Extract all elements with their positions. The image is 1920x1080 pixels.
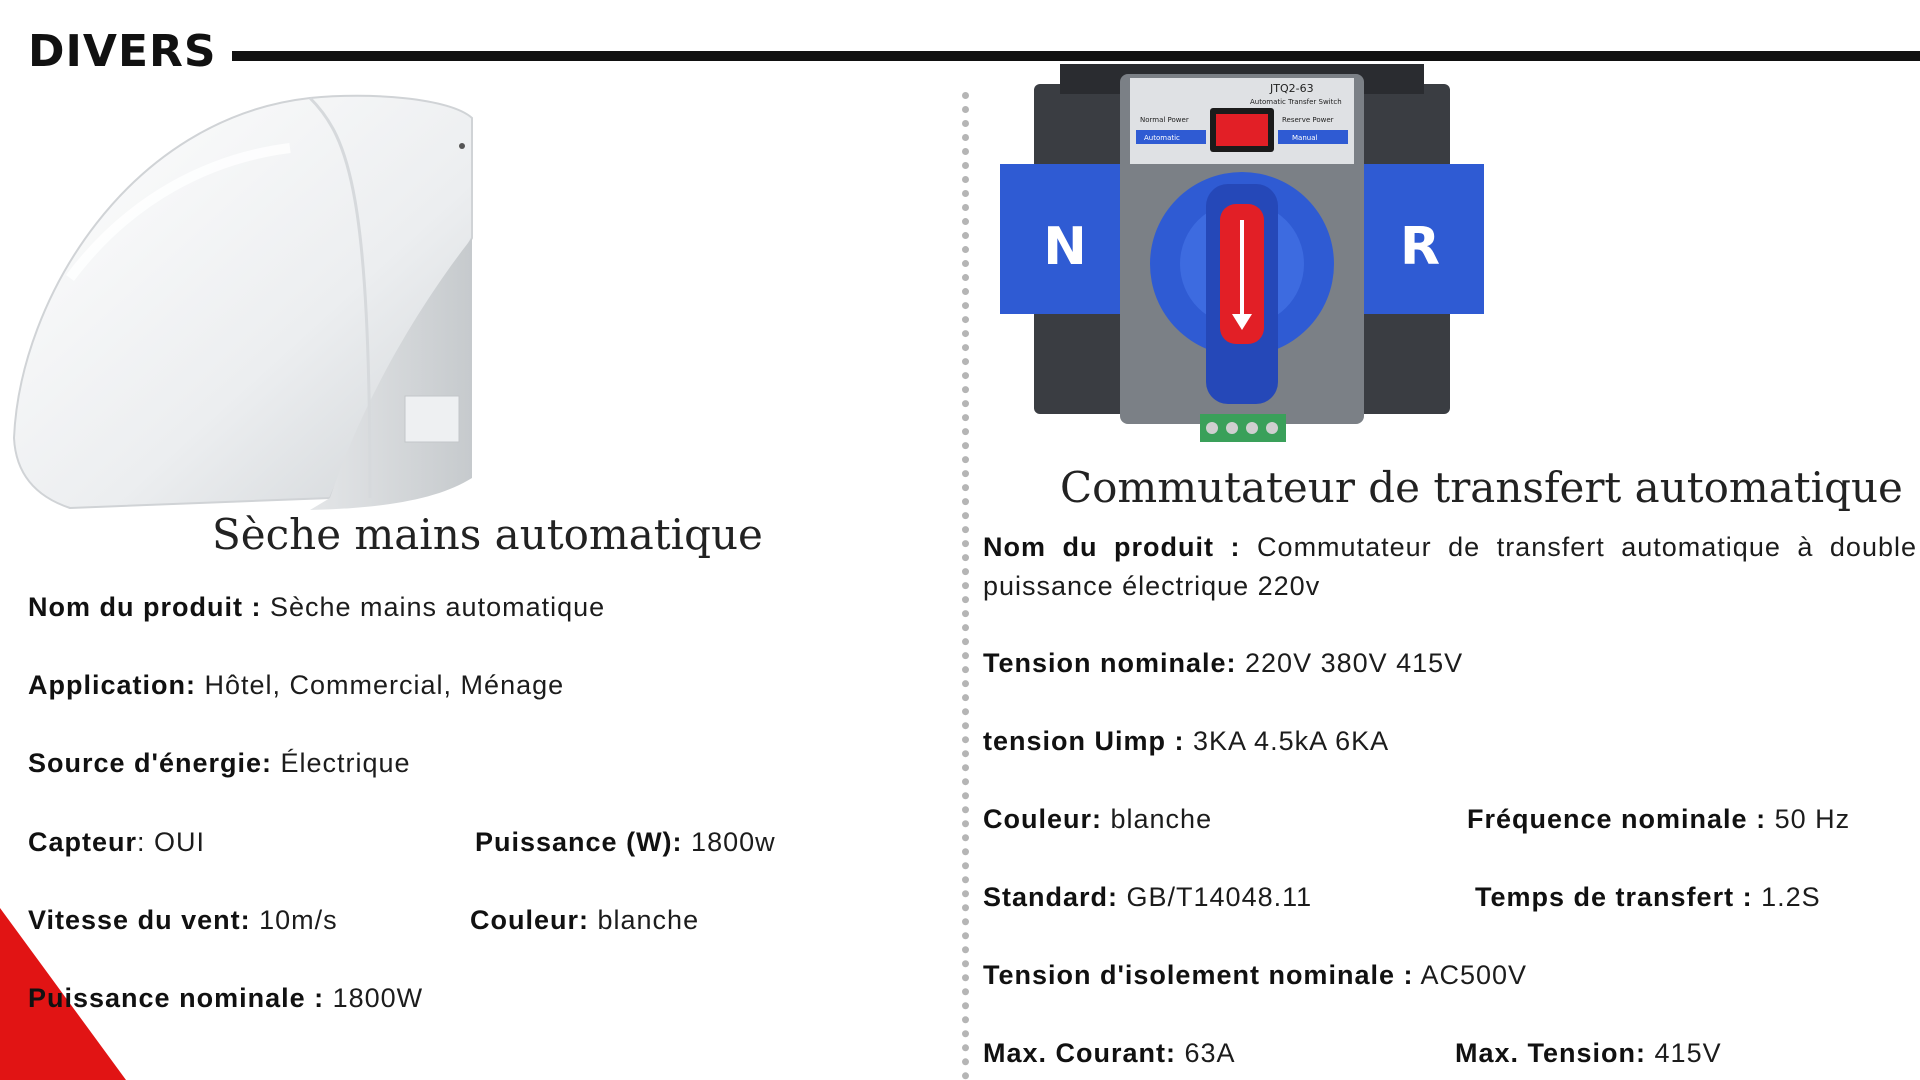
title-rule — [232, 51, 1920, 61]
ats-normal-power: Normal Power — [1140, 116, 1189, 124]
spec-temps-de-transfert: Temps de transfert : 1.2S — [1475, 882, 1821, 912]
spec-tension-uimp: tension Uimp : 3KA 4.5kA 6KA — [983, 726, 1390, 756]
spec-couleur-right: Couleur: blanche — [983, 804, 1213, 834]
ats-letter-n: N — [1043, 217, 1087, 277]
ats-letter-r: R — [1399, 217, 1441, 277]
spec-application: Application: Hôtel, Commercial, Ménage — [28, 670, 565, 700]
ats-model: JTQ2-63 — [1270, 82, 1314, 95]
section-title: DIVERS — [28, 26, 217, 77]
spec-tension-isolement: Tension d'isolement nominale : AC500V — [983, 960, 1528, 990]
spec-max-courant: Max. Courant: 63A — [983, 1038, 1236, 1068]
spec-nom-du-produit-right: Nom du produit : Commutateur de transfert automatique à double puissance électrique 220v — [983, 532, 1917, 601]
spec-nom-du-produit: Nom du produit : Sèche mains automatique — [28, 592, 606, 622]
spec-max-tension: Max. Tension: 415V — [1455, 1038, 1722, 1068]
ats-manual: Manual — [1292, 134, 1318, 142]
ats-reserve-power: Reserve Power — [1282, 116, 1334, 124]
spec-puissance-nominale: Puissance nominale : 1800W — [28, 983, 424, 1013]
right-product-title: Commutateur de transfert automatique — [1060, 463, 1903, 512]
spec-tension-nominale: Tension nominale: 220V 380V 415V — [983, 648, 1464, 678]
spec-source-energie: Source d'énergie: Électrique — [28, 748, 411, 778]
ats-header: Automatic Transfer Switch — [1250, 98, 1342, 106]
transfer-switch-image — [1000, 64, 1484, 450]
ats-automatic: Automatic — [1144, 134, 1180, 142]
spec-standard: Standard: GB/T14048.11 — [983, 882, 1313, 912]
left-product-title: Sèche mains automatique — [212, 510, 763, 559]
hand-dryer-image — [10, 78, 480, 510]
spec-capteur: Capteur: OUI — [28, 827, 206, 857]
spec-couleur-left: Couleur: blanche — [470, 905, 700, 935]
spec-puissance-w: Puissance (W): 1800w — [475, 827, 776, 857]
spec-frequence-nominale: Fréquence nominale : 50 Hz — [1467, 804, 1851, 834]
column-divider — [962, 92, 969, 1080]
spec-vitesse-du-vent: Vitesse du vent: 10m/s — [28, 905, 338, 935]
